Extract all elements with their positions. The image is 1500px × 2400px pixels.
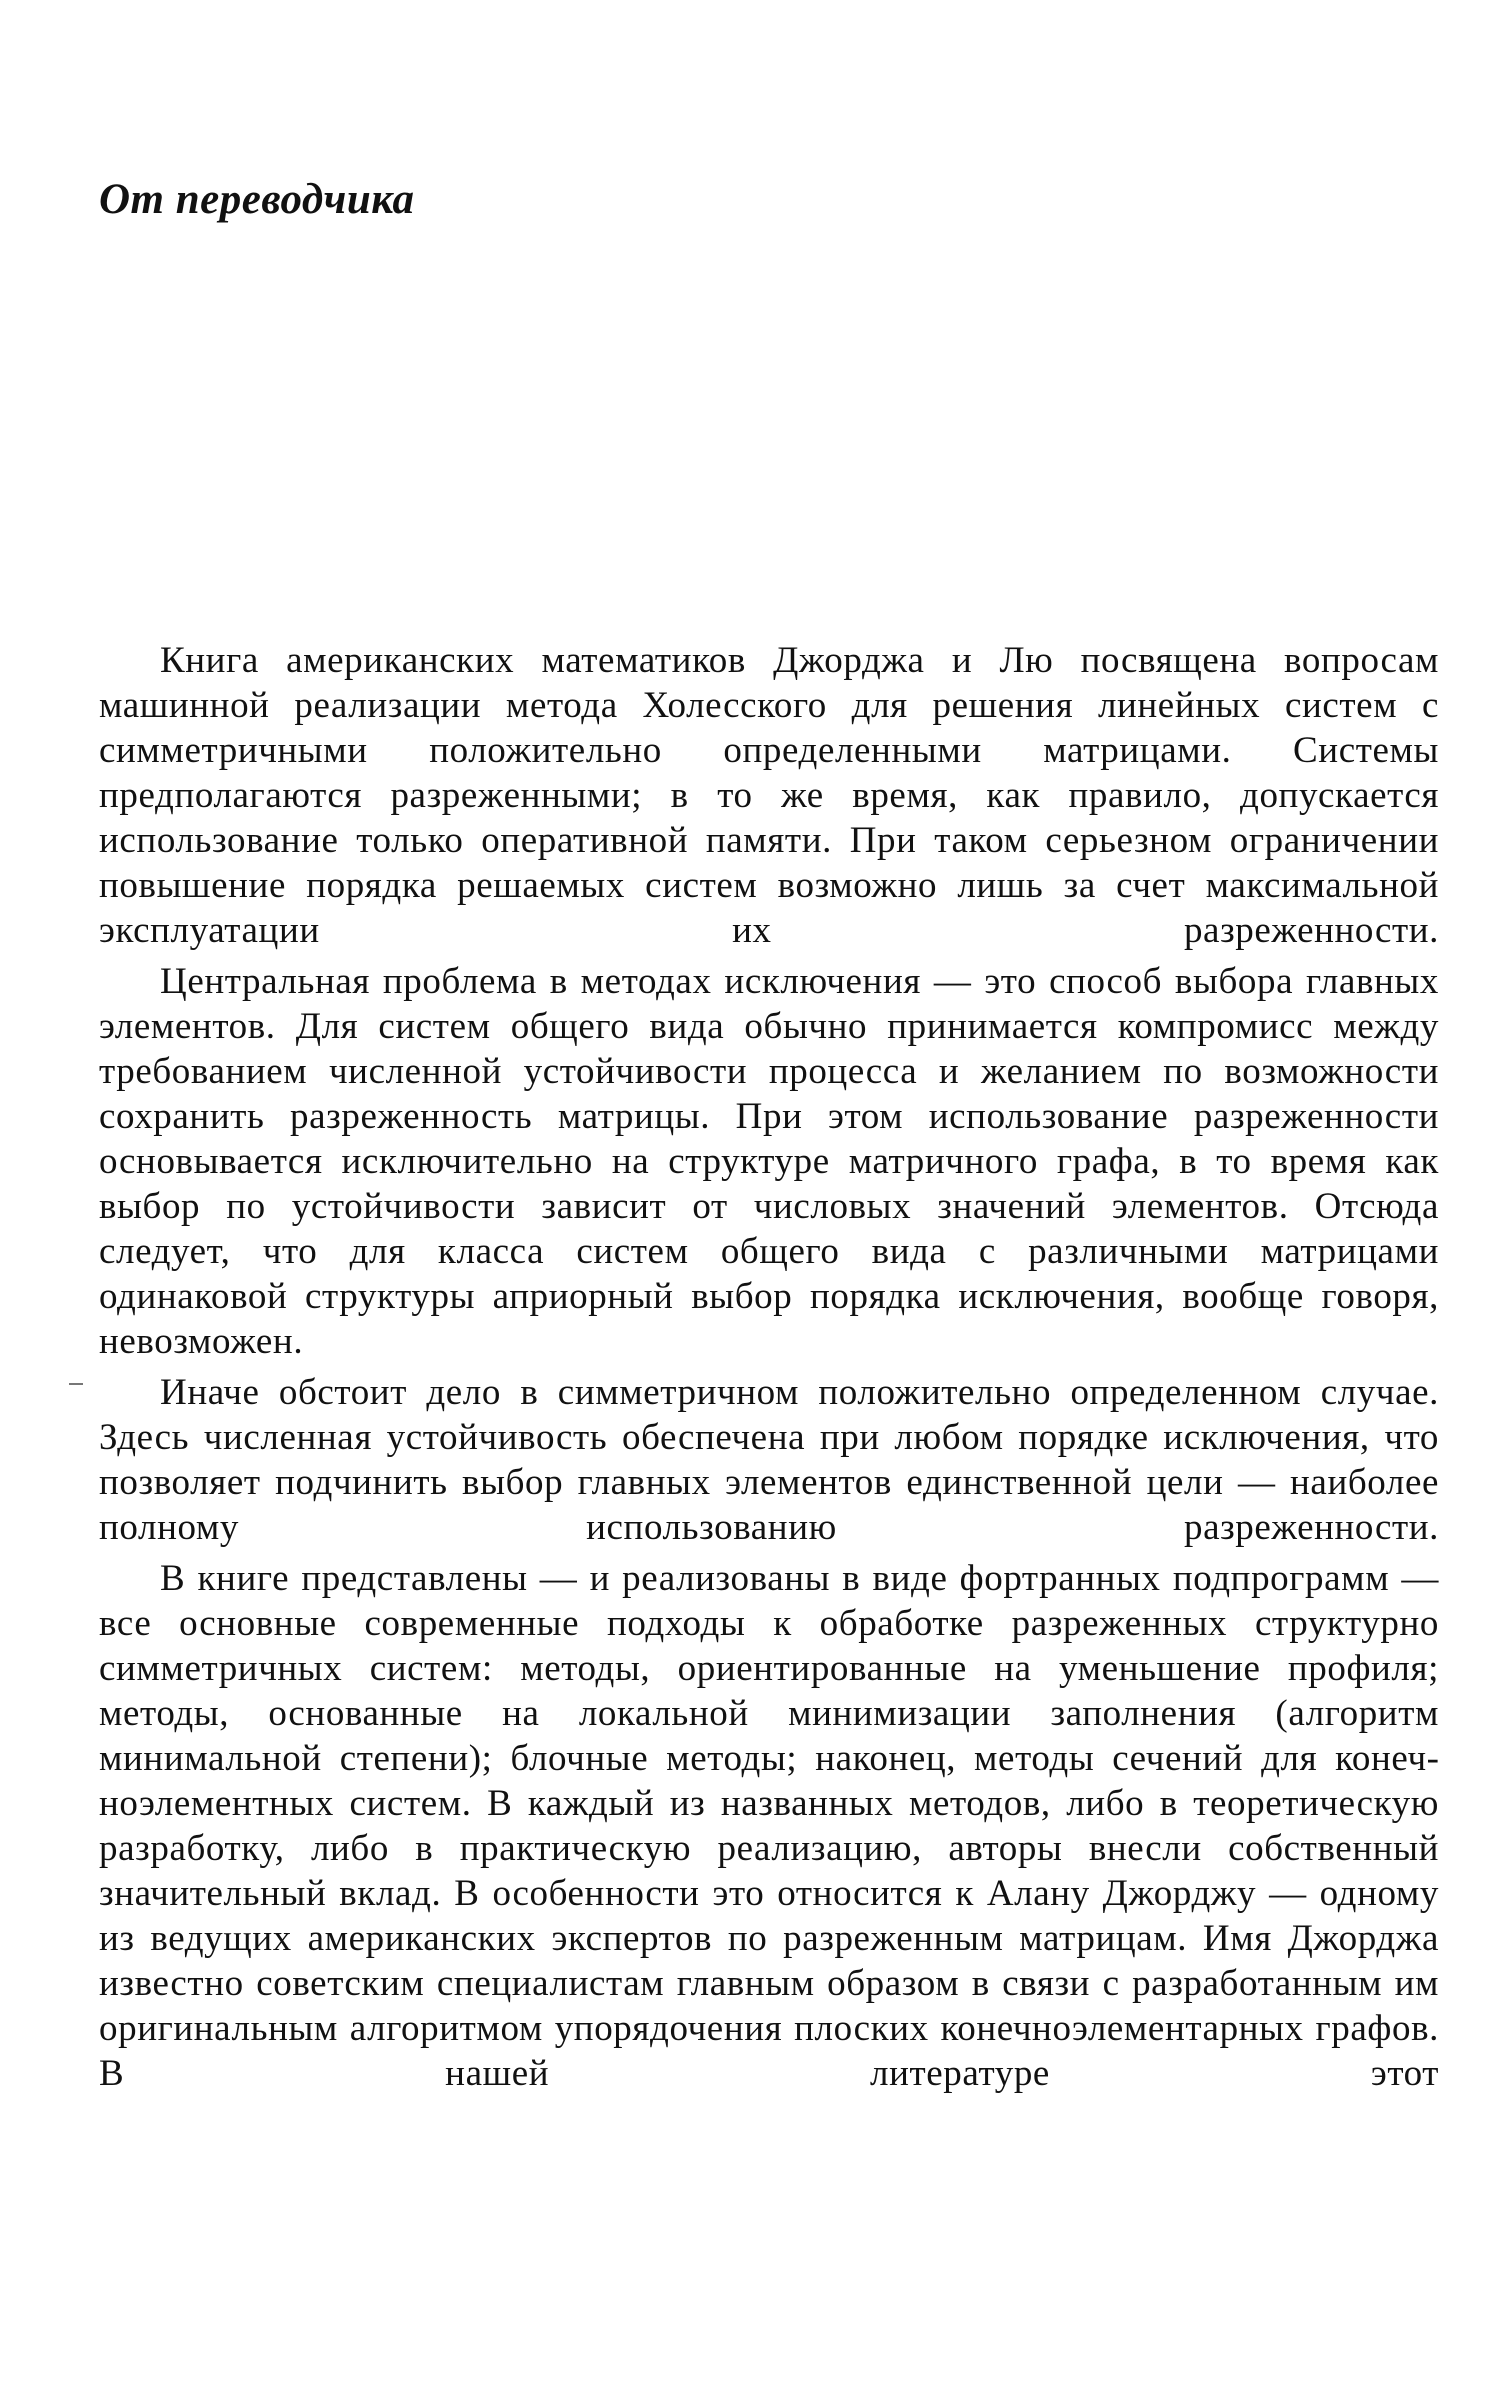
- paragraph-2: Центральная проблема в методах исключения — это способ выбора главных элементов. Для систем общего вида обычно принимается компромисс между требованием численной устойчивости процесса и желанием по возможности сохранить разреженность матрицы. При этом использование разреженности основывается исключительно на структуре матричного графа, в то время как выбор по устойчивости зависит от числовых значений элементов. Отсюда следует, что для класса систем общего вида с различными матрицами одинаковой структуры априорный выбор порядка исключения, вообще говоря, невозможен.: [99, 961, 1439, 1362]
- margin-mark: [69, 1383, 83, 1385]
- paragraph-1: Книга американских математиков Джорджа и Лю посвящена вопросам машинной реализации метода Холесского для решения линейных систем с симметричными положительно определенными матрицами. Системы предполагаются разреженными; в то же время, как правило, допускается использование только оперативной памяти. При таком серьезном ограничении повышение порядка решаемых систем возможно лишь за счет максимальной эксплуатации их разреженности.: [99, 640, 1439, 951]
- body-text: [99, 638, 1439, 2096]
- paragraph-4: В книге представлены — и реализованы в виде фортранных подпрограмм — все основные современные подходы к обработке разреженных структурно симметричных систем: методы, ориентированные на уменьшение профиля; методы, основанные на локальной минимизации заполнения (алгоритм минимальной степени); блочные методы; наконец, методы сечений для конечноэлементных систем. В каждый из названных методов, либо в теоретическую разработку, либо в практическую реализацию, авторы внесли собственный значительный вклад. В особенности это относится к Алану Джорджу — одному из ведущих американских экспертов по разреженным матрицам. Имя Джорджа известно советским специалистам главным образом в связи с разработанным им оригинальным алгоритмом упорядочения плоских конечноэлементарных графов. В нашей литературе этот: [99, 1558, 1439, 2094]
- paragraph-3: Иначе обстоит дело в симметричном положительно определенном случае. Здесь численная устойчивость обеспечена при любом порядке исключения, что позволяет подчинить выбор главных элементов единственной цели — наиболее полному использованию разреженности.: [99, 1372, 1439, 1548]
- page-title: От переводчика: [99, 176, 415, 223]
